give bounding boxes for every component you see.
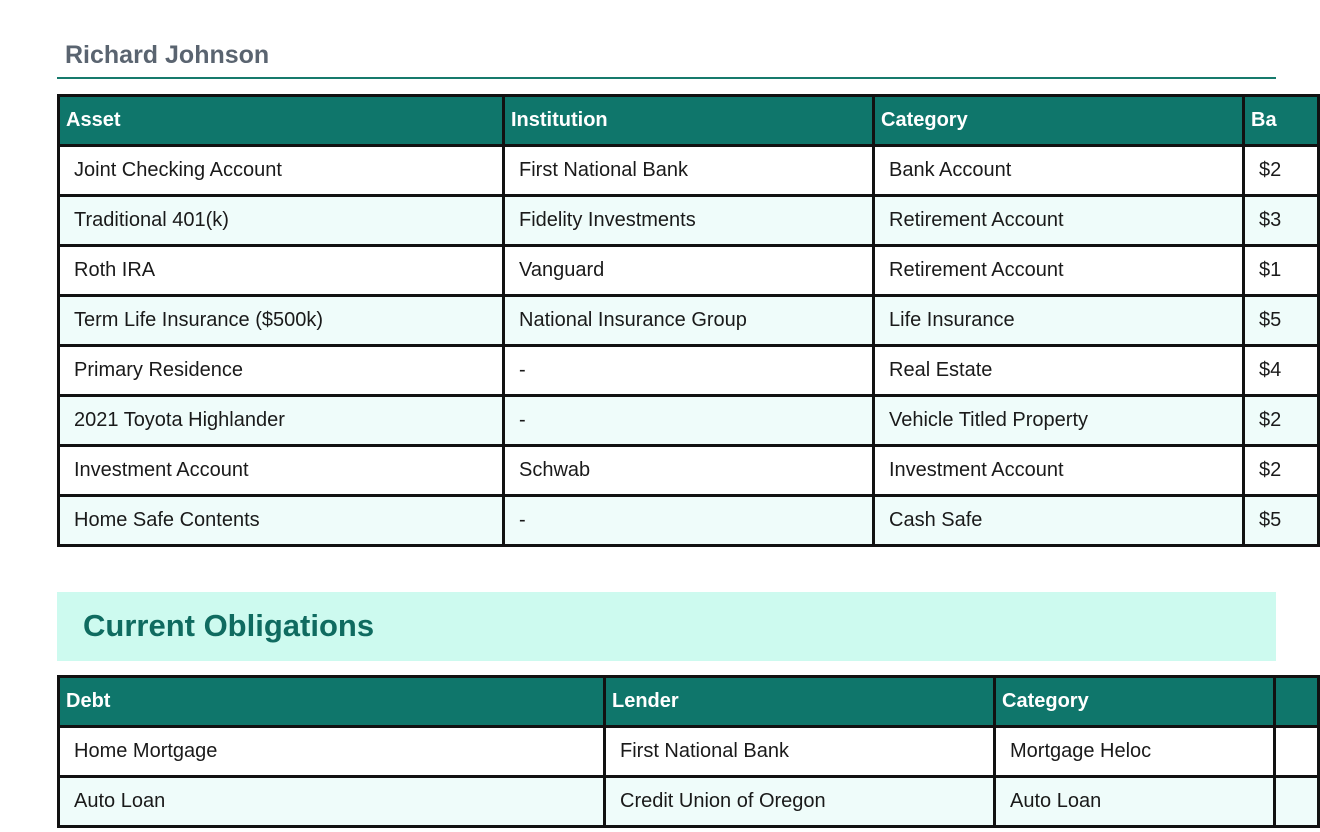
category-cell: Vehicle Titled Property [874, 396, 1244, 446]
category-cell: Retirement Account [874, 196, 1244, 246]
asset-cell: Traditional 401(k) [59, 196, 504, 246]
debt-cell: Home Mortgage [59, 727, 605, 777]
column-header-balance: Ba [1244, 96, 1319, 146]
assets-header-row [59, 96, 1319, 146]
institution-cell: - [504, 496, 874, 546]
institution-cell: - [504, 346, 874, 396]
column-header-lender: Lender [605, 677, 995, 727]
asset-cell: Home Safe Contents [59, 496, 504, 546]
column-header-truncated [1275, 677, 1319, 727]
asset-cell: 2021 Toyota Highlander [59, 396, 504, 446]
assets-table [57, 94, 1320, 547]
balance-cell: $4 [1244, 346, 1319, 396]
table-row [59, 446, 1319, 496]
institution-cell: Fidelity Investments [504, 196, 874, 246]
category-cell: Life Insurance [874, 296, 1244, 346]
balance-cell: $5 [1244, 296, 1319, 346]
obligations-section-banner [57, 592, 1276, 661]
owner-divider [57, 77, 1276, 79]
category-cell: Real Estate [874, 346, 1244, 396]
table-row [59, 196, 1319, 246]
asset-cell: Term Life Insurance ($500k) [59, 296, 504, 346]
table-row [59, 727, 1319, 777]
institution-cell: First National Bank [504, 146, 874, 196]
balance-cell: $3 [1244, 196, 1319, 246]
balance-cell: $2 [1244, 396, 1319, 446]
category-cell: Auto Loan [995, 777, 1275, 827]
asset-cell: Joint Checking Account [59, 146, 504, 196]
lender-cell: Credit Union of Oregon [605, 777, 995, 827]
table-row [59, 396, 1319, 446]
institution-cell: Schwab [504, 446, 874, 496]
category-cell: Retirement Account [874, 246, 1244, 296]
obligations-header-row [59, 677, 1319, 727]
asset-cell: Roth IRA [59, 246, 504, 296]
category-cell: Bank Account [874, 146, 1244, 196]
table-row [59, 296, 1319, 346]
asset-cell: Investment Account [59, 446, 504, 496]
column-header-category: Category [995, 677, 1275, 727]
table-row [59, 496, 1319, 546]
debt-cell: Auto Loan [59, 777, 605, 827]
column-header-category: Category [874, 96, 1244, 146]
balance-cell: $5 [1244, 496, 1319, 546]
table-row [59, 146, 1319, 196]
institution-cell: Vanguard [504, 246, 874, 296]
column-header-asset: Asset [59, 96, 504, 146]
truncated-cell [1275, 727, 1319, 777]
lender-cell: First National Bank [605, 727, 995, 777]
balance-cell: $1 [1244, 246, 1319, 296]
asset-cell: Primary Residence [59, 346, 504, 396]
institution-cell: National Insurance Group [504, 296, 874, 346]
balance-cell: $2 [1244, 446, 1319, 496]
section-title: Current Obligations [83, 608, 375, 643]
column-header-debt: Debt [59, 677, 605, 727]
table-row [59, 246, 1319, 296]
table-row [59, 346, 1319, 396]
truncated-cell [1275, 777, 1319, 827]
category-cell: Mortgage Heloc [995, 727, 1275, 777]
institution-cell: - [504, 396, 874, 446]
column-header-institution: Institution [504, 96, 874, 146]
balance-cell: $2 [1244, 146, 1319, 196]
obligations-table [57, 675, 1320, 828]
table-row [59, 777, 1319, 827]
category-cell: Cash Safe [874, 496, 1244, 546]
owner-name: Richard Johnson [65, 41, 270, 69]
category-cell: Investment Account [874, 446, 1244, 496]
